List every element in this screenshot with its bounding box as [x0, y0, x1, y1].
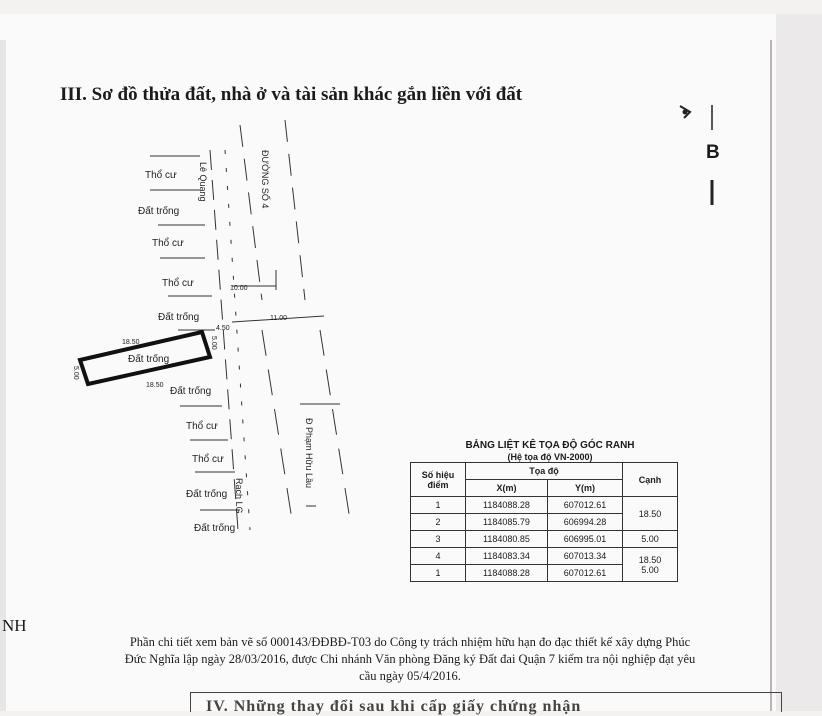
parcel-lines [150, 120, 350, 530]
coordinate-table [410, 462, 678, 582]
cell-point: 1 [411, 497, 466, 514]
cell-y: 606995.01 [547, 531, 622, 548]
cell-x: 1184088.28 [466, 565, 548, 582]
cell-point: 3 [411, 531, 466, 548]
compass-marks [680, 105, 712, 205]
dim-4-50: 4.50 [216, 325, 230, 332]
cell-y: 607013.34 [547, 548, 622, 565]
table-title: BẢNG LIỆT KÊ TỌA ĐỘ GÓC RANH [465, 440, 635, 451]
street-rach-lg: Rạch LG [234, 478, 244, 514]
label-tho-cu-1: Thổ cư [145, 170, 177, 181]
table-row [411, 548, 678, 565]
footer-line-2: Đức Nghĩa lập ngày 28/03/2016, được Chi nhánh Văn phòng Đăng ký Đất đai Quận 7 kiểm tra nội nghiệp đạt yêu [124, 652, 696, 666]
cell-edge: 5.00 [623, 531, 678, 548]
label-tho-cu-2: Thổ cư [152, 238, 184, 249]
footer-note [70, 634, 750, 685]
label-tho-cu-5: Thổ cư [192, 454, 224, 465]
table-row [411, 531, 678, 548]
label-dat-trong-5: Đất trống [194, 523, 236, 534]
footer-line-3: cầu ngày 05/4/2016. [359, 669, 461, 683]
section-heading: III. Sơ đồ thửa đất, nhà ở và tài sản khác gắn liền với đất [60, 84, 523, 105]
cell-point: 2 [411, 514, 466, 531]
table-subtitle: (Hệ tọa độ VN-2000) [507, 452, 593, 462]
label-tho-cu-3: Thổ cư [162, 278, 194, 289]
cell-point: 4 [411, 548, 466, 565]
cell-point: 1 [411, 565, 466, 582]
dim-18-50-top: 18.50 [122, 339, 140, 346]
street-le-quang: Lê Quang [198, 162, 208, 202]
street-pham-huu-lau: Đ Phạm Hữu Lầu [304, 418, 314, 489]
header-coords: Tọa độ [466, 463, 623, 480]
dim-5-00: 5.00 [210, 336, 217, 350]
edge-value-4: 5.00 [641, 564, 659, 575]
section-4-heading: IV. Những thay đổi sau khi cấp giấy chứng nhận [206, 698, 582, 715]
edge-value-3: 18.50 [638, 554, 662, 565]
street-duong-so-4: ĐƯỜNG SỐ 4 [260, 150, 270, 209]
dim-10-00: 10.00 [230, 285, 248, 292]
side-cut-text: NH [2, 616, 27, 635]
dim-5-00-left: 5.00 [72, 366, 79, 380]
cell-x: 1184083.34 [466, 548, 548, 565]
label-dat-trong-parcel: Đất trống [128, 354, 170, 365]
label-dat-trong-1: Đất trống [138, 206, 180, 217]
header-edge: Cạnh [623, 463, 678, 497]
header-y: Y(m) [547, 480, 622, 497]
cell-edge: 18.50 [623, 497, 678, 531]
header-x: X(m) [466, 480, 548, 497]
dim-11-00: 11.00 [270, 315, 287, 322]
cell-y: 606994.28 [547, 514, 622, 531]
compass-north-label: B [706, 142, 720, 163]
dim-18-50-bottom: 18.50 [146, 382, 164, 389]
cell-y: 607012.61 [547, 497, 622, 514]
cell-x: 1184085.79 [466, 514, 548, 531]
label-dat-trong-3: Đất trống [170, 386, 212, 397]
map-labels [72, 150, 314, 534]
footer-line-1: Phần chi tiết xem bản vẽ số 000143/ĐĐBĐ-T03 do Công ty trách nhiệm hữu hạn đo đạc thiết kế xây dựng Phúc [129, 635, 691, 649]
cell-edge [623, 548, 678, 582]
cell-x: 1184080.85 [466, 531, 548, 548]
label-dat-trong-4: Đất trống [186, 489, 228, 500]
label-dat-trong-2: Đất trống [158, 312, 200, 323]
cell-y: 607012.61 [547, 565, 622, 582]
cell-x: 1184088.28 [466, 497, 548, 514]
table-row [411, 497, 678, 514]
header-point: Số hiệu điểm [411, 463, 466, 497]
table-header-row [411, 463, 678, 480]
label-tho-cu-4: Thổ cư [186, 421, 218, 432]
